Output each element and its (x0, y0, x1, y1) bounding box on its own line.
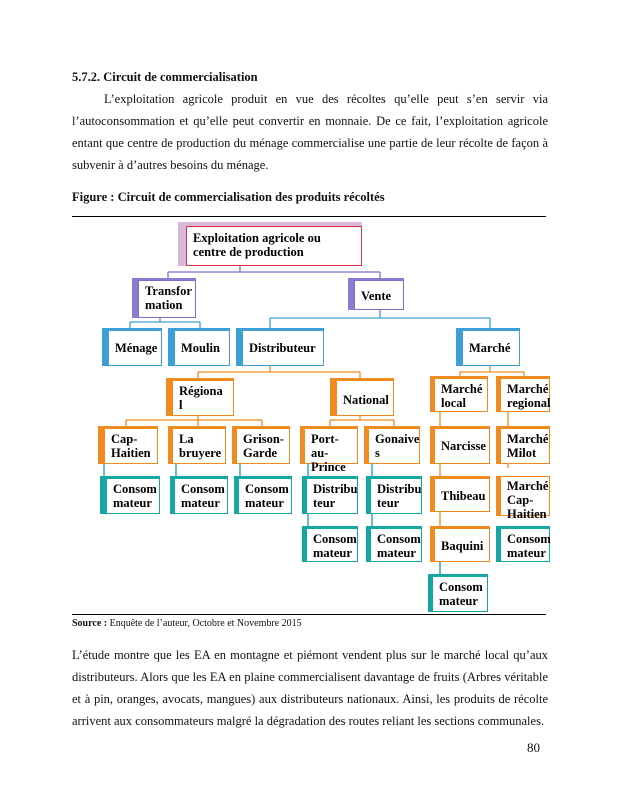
closing-paragraph (72, 644, 548, 732)
node-gonaives: Gonaive s (368, 428, 420, 464)
node-distributeur-national: Distribu teur (306, 478, 358, 514)
node-cap-haitien: Cap-Haitien (104, 428, 158, 464)
node-consommateur: Consom mateur (174, 478, 228, 514)
node-consommateur: Consom mateur (432, 576, 488, 612)
source-text: Enquête de l’auteur, Octobre et Novembre 2015 (109, 618, 302, 629)
page-number: 80 (527, 740, 540, 755)
node-marche-cap-haitien: Marché Cap-Haitien (500, 476, 550, 516)
node-la-bruyere: La bruyere (172, 428, 226, 464)
source-label: Source : (72, 618, 108, 629)
section-heading: 5.7.2. Circuit de commercialisation (72, 70, 258, 84)
node-consommateur: Consom mateur (370, 528, 422, 562)
node-baquini: Baquini (434, 528, 490, 562)
figure-bottom-rule (72, 614, 546, 615)
node-distributeur-national: Distribu teur (370, 478, 422, 514)
node-port-au-prince: Port-au-Prince (304, 428, 358, 464)
node-exploitation-agricole: Exploitation agricole ou centre de production (186, 226, 362, 266)
node-moulin: Moulin (174, 330, 230, 366)
node-marche-milot: Marché Milot (500, 428, 550, 464)
figure-source (72, 618, 302, 629)
node-transformation: Transfor mation (138, 280, 196, 318)
node-vente: Vente (354, 280, 404, 310)
node-consommateur: Consom mateur (238, 478, 292, 514)
node-distributeur: Distributeur (242, 330, 324, 366)
node-grison-garde: Grison-Garde (236, 428, 290, 464)
node-thibeau: Thibeau (434, 478, 490, 512)
intro-paragraph-text: L’exploitation agricole produit en vue des récoltes qu’elle peut s’en servir via l’autoconsommation et qu’elle peut convertir en monnaie. De ce fait, l’exploitation agricole entant que centre de production du ménage commercialise une partie de leur récolte de façon à subvenir à d’autres besoins du ménage. (72, 92, 548, 172)
node-regional: Régiona l (172, 380, 234, 416)
node-narcisse: Narcisse (434, 428, 490, 464)
closing-paragraph-text: L’étude montre que les EA en montagne et piémont vendent plus sur le marché local qu’aux distributeurs. Alors que les EA en plaine commercialisent davantage de fruits (Arbres véritable et à pin, oranges, avocats, mangues) aux distributeurs nationaux. Ainsi, les produits de récolte arrivent aux consommateurs malgré la dégradation des routes reliant les sections communales. (72, 648, 548, 728)
node-marche-regional: Marché regional (500, 378, 550, 412)
node-consommateur: Consom mateur (500, 528, 550, 562)
node-marche-local: Marché local (434, 378, 488, 412)
node-national: National (336, 380, 394, 416)
figure-title: Figure : Circuit de commercialisation des produits récoltés (72, 190, 385, 204)
node-consommateur: Consom mateur (106, 478, 160, 514)
node-consommateur: Consom mateur (306, 528, 358, 562)
node-menage: Ménage (108, 330, 162, 366)
node-marche: Marché (462, 330, 520, 366)
